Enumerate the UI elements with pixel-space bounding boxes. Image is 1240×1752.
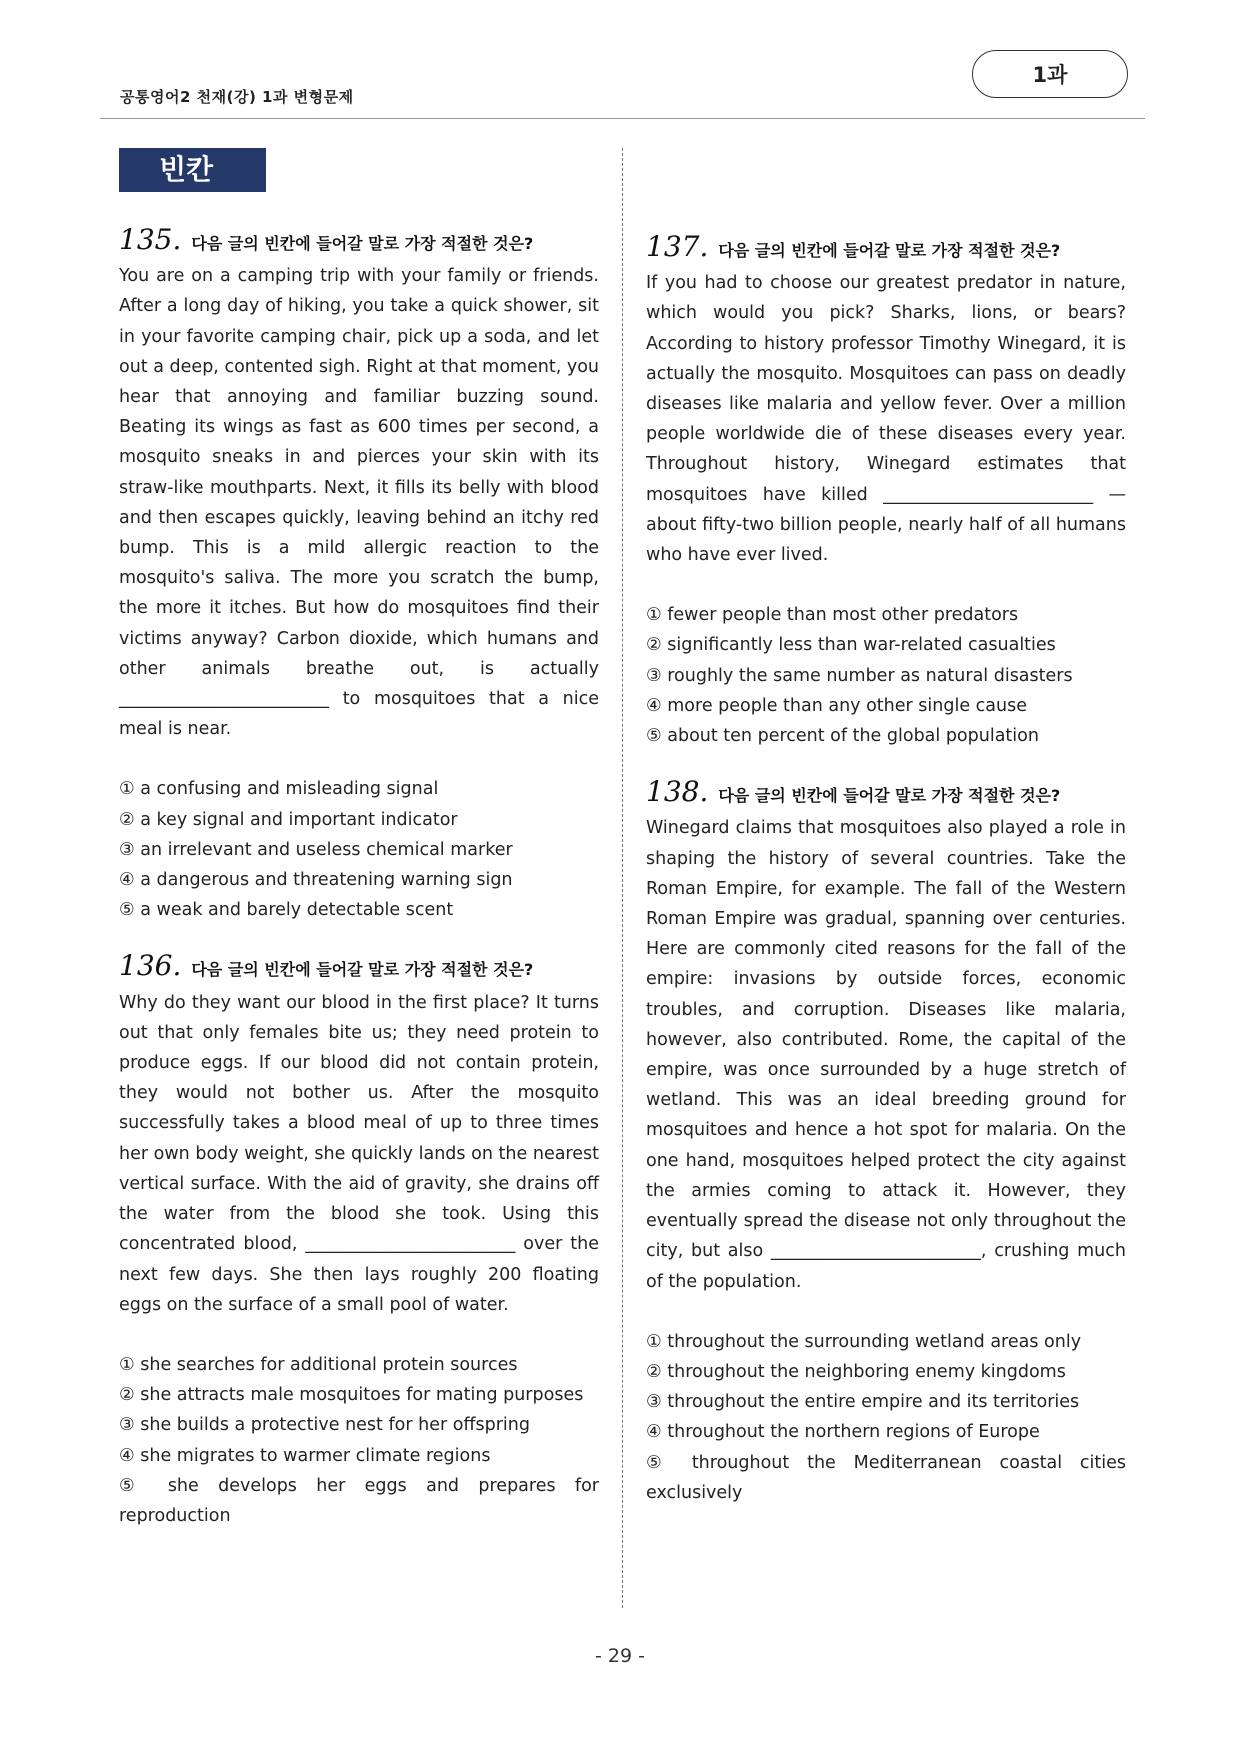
choice-list [119, 774, 599, 925]
column-divider [622, 148, 623, 1608]
question-instruction: 다음 글의 빈칸에 들어갈 말로 가장 적절한 것은? [718, 786, 1061, 806]
header-divider [100, 118, 1145, 119]
choice-5[interactable]: ⑤ throughout the Mediterranean coastal cities exclusively [646, 1452, 1126, 1503]
choice-1[interactable]: ① a confusing and misleading signal [119, 779, 439, 800]
left-column [119, 225, 599, 1531]
question-136 [119, 951, 599, 1531]
choice-1[interactable]: ① she searches for additional protein sources [119, 1354, 518, 1375]
question-number: 137. [646, 230, 709, 263]
choice-3[interactable]: ③ roughly the same number as natural disasters [646, 665, 1073, 686]
question-137 [646, 232, 1126, 751]
section-label: 빈칸 [119, 148, 266, 192]
question-instruction: 다음 글의 빈칸에 들어갈 말로 가장 적절한 것은? [191, 234, 534, 253]
choice-list [119, 1350, 599, 1531]
choice-4[interactable]: ④ throughout the northern regions of Europe [646, 1422, 1040, 1443]
choice-2[interactable]: ② throughout the neighboring enemy kingdoms [646, 1361, 1066, 1382]
lesson-badge: 1과 [972, 50, 1128, 98]
choice-2[interactable]: ② significantly less than war-related casualties [646, 635, 1056, 656]
choice-4[interactable]: ④ she migrates to warmer climate regions [119, 1445, 491, 1466]
question-passage: If you had to choose our greatest predator in nature, which would you pick? Sharks, lions, or bears? According to history professor Timothy Winegard, it is actually the mosquito. Mosquitoes can pass on deadly diseases like malaria and yellow fever. Over a million people worldwide die of these diseases every year. Throughout history, Winegard estimates that mosquitoes have killed ________________________ — about fifty-two billion people, nearly half of all humans who have ever lived. [646, 273, 1126, 566]
question-number: 135. [119, 223, 182, 256]
question-header [646, 232, 1126, 266]
choice-4[interactable]: ④ a dangerous and threatening warning sign [119, 870, 513, 891]
choice-4[interactable]: ④ more people than any other single cause [646, 695, 1027, 716]
question-instruction: 다음 글의 빈칸에 들어갈 말로 가장 적절한 것은? [191, 960, 534, 980]
choice-list [646, 600, 1126, 751]
choice-3[interactable]: ③ she builds a protective nest for her offspring [119, 1415, 530, 1436]
choice-3[interactable]: ③ throughout the entire empire and its territories [646, 1392, 1080, 1413]
choice-3[interactable]: ③ an irrelevant and useless chemical marker [119, 839, 513, 860]
question-header [646, 777, 1126, 811]
choice-1[interactable]: ① throughout the surrounding wetland areas only [646, 1331, 1082, 1352]
page-number: - 29 - [595, 1645, 645, 1667]
question-passage: Winegard claims that mosquitoes also played a role in shaping the history of several countries. Take the Roman Empire, for example. The fall of the Western Roman Empire was gradual, spanning over centuries. Here are commonly cited reasons for the fall of the empire: invasions by outside forces, economic troubles, and corruption. Diseases like malaria, however, also contributed. Rome, the capital of the empire, was once surrounded by a huge stretch of wetland. This was an ideal breeding ground for mosquitoes and hence a hot spot for malaria. On the one hand, mosquitoes helped protect the city against the armies coming to attack it. However, they eventually spread the disease not only throughout the city, but also ________________________, crushing much of the population. [646, 818, 1126, 1292]
question-135 [119, 225, 599, 925]
choice-2[interactable]: ② a key signal and important indicator [119, 809, 458, 830]
header-title: 공통영어2 천재(강) 1과 변형문제 [120, 88, 354, 106]
right-column [646, 232, 1126, 1508]
question-header [119, 225, 599, 259]
question-138 [646, 777, 1126, 1508]
question-header [119, 951, 599, 985]
question-instruction: 다음 글의 빈칸에 들어갈 말로 가장 적절한 것은? [718, 241, 1061, 260]
choice-5[interactable]: ⑤ she develops her eggs and prepares for reproduction [119, 1475, 599, 1526]
question-passage: You are on a camping trip with your family or friends. After a long day of hiking, you take a quick shower, sit in your favorite camping chair, pick up a soda, and let out a deep, contented sigh. Right at that moment, you hear that annoying and familiar buzzing sound. Beating its wings as fast as 600 times per second, a mosquito sneaks in and pierces your skin with its straw-like mouthparts. Next, it fills its belly with blood and then escapes quickly, leaving behind an itchy red bump. This is a mild allergic reaction to the mosquito's saliva. The more you scratch the bump, the more it itches. But how do mosquitoes find their victims anyway? Carbon dioxide, which humans and other animals breathe out, is actually ________________________ to mosquitoes that a nice meal is near. [119, 266, 599, 740]
choice-list [646, 1327, 1126, 1508]
question-number: 136. [119, 949, 182, 983]
choice-2[interactable]: ② she attracts male mosquitoes for mating purposes [119, 1385, 584, 1406]
choice-5[interactable]: ⑤ a weak and barely detectable scent [119, 900, 454, 921]
choice-5[interactable]: ⑤ about ten percent of the global population [646, 726, 1039, 747]
question-number: 138. [646, 775, 709, 809]
question-passage: Why do they want our blood in the first place? It turns out that only females bite us; they need protein to produce eggs. If our blood did not contain protein, they would not bother us. After the mosquito successfully takes a blood meal of up to three times her own body weight, she quickly lands on the nearest vertical surface. With the aid of gravity, she drains off the water from the blood she took. Using this concentrated blood, ________________________ over the next few days. She then lays roughly 200 floating eggs on the surface of a small pool of water. [119, 992, 599, 1315]
choice-1[interactable]: ① fewer people than most other predators [646, 605, 1019, 626]
